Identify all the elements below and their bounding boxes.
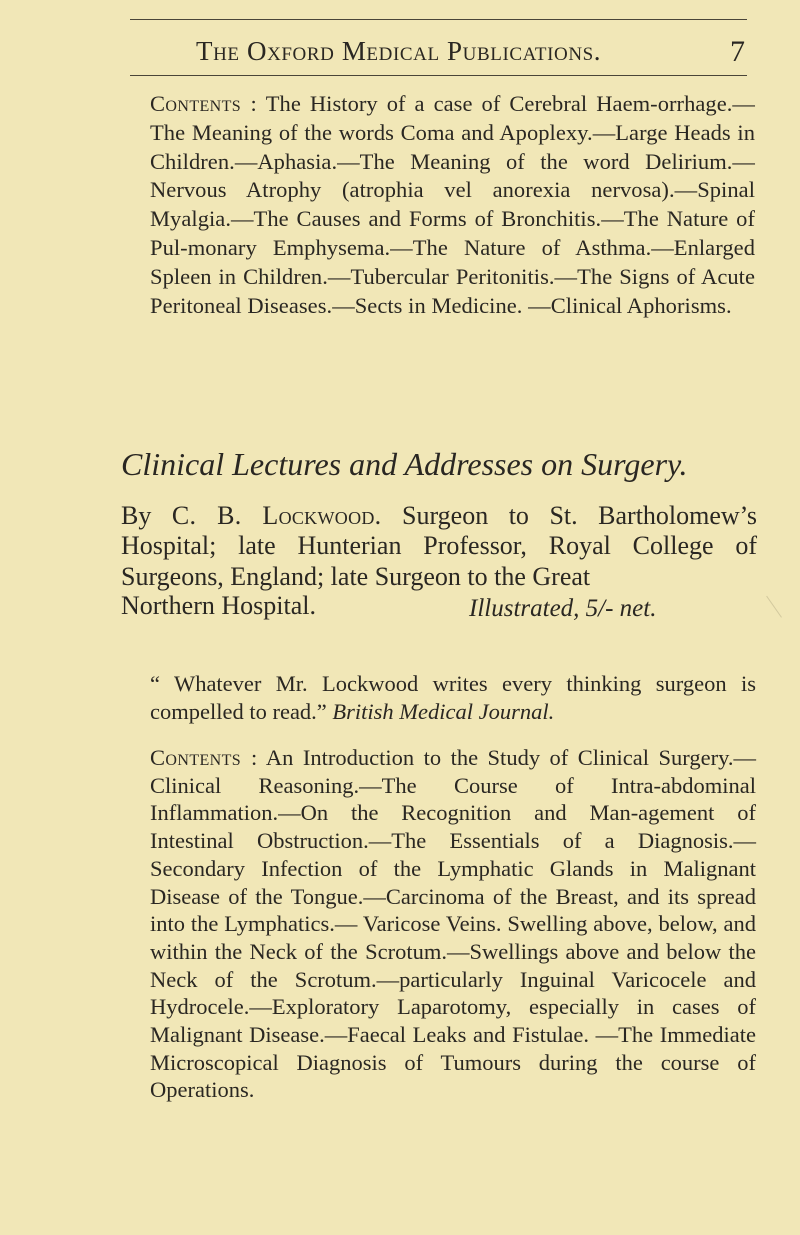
header-rule-bottom <box>130 75 747 76</box>
author-prefix: By <box>121 501 152 530</box>
author-block <box>121 501 757 592</box>
header-rule-top <box>130 19 747 20</box>
contents-paragraph-1 <box>150 90 755 320</box>
paper-mark <box>766 592 787 617</box>
review-quote <box>150 670 756 726</box>
quote-text: “ Whatever Mr. Lockwood writes every thinking surgeon is compelled to read.” <box>150 671 756 724</box>
quote-source: British Medical Journal. <box>332 699 555 724</box>
book-title: Clinical Lectures and Addresses on Surgery. <box>121 446 688 482</box>
contents-paragraph-2 <box>150 744 756 1104</box>
running-head: The Oxford Medical Publications. <box>196 36 602 66</box>
author-last-line: Northern Hospital. <box>121 591 316 620</box>
page-number: 7 <box>730 35 745 68</box>
contents-label: Contents : <box>150 745 258 770</box>
contents-label: Contents : <box>150 91 258 116</box>
contents-text: An Introduction to the Study of Clinical Surgery.—Clinical Reasoning.—The Course of Intra-abdominal Inflammation.—On the Recognition and Man-agement of Intestinal Obstruction.—The Essentials of a Diagnosis.—Secondary Infection of the Lymphatic Glands in Malignant Disease of the Tongue.—Carcinoma of the Breast, and its spread into the Lymphatics.— Varicose Veins. Swelling above, below, and within the Neck of the Scrotum.—Swellings above and below the Neck of the Scrotum.—particularly Inguinal Varicocele and Hydrocele.—Exploratory Laparotomy, especially in cases of Malignant Disease.—Faecal Leaks and Fistulae. —The Immediate Microscopical Diagnosis of Tumours during the course of Operations. <box>150 745 756 1103</box>
contents-text: The History of a case of Cerebral Haem-orrhage.—The Meaning of the words Coma and Apoplexy.—Large Heads in Children.—Aphasia.—The Meaning of the word Delirium.—Nervous Atrophy (atrophia vel anorexia nervosa).—Spinal Myalgia.—The Causes and Forms of Bronchitis.—The Nature of Pul-monary Emphysema.—The Nature of Asthma.—Enlarged Spleen in Children.—Tubercular Peritonitis.—The Signs of Acute Peritoneal Diseases.—Sects in Medicine. —Clinical Aphorisms. <box>150 91 755 318</box>
author-details: Surgeon to St. Bartholomew’s Hospital; late Hunterian Professor, Royal College of Surgeons, England; late Surgeon to the Great <box>121 501 758 591</box>
author-name: C. B. Lockwood. <box>171 501 382 530</box>
price-line: Illustrated, 5/- net. <box>469 595 657 622</box>
